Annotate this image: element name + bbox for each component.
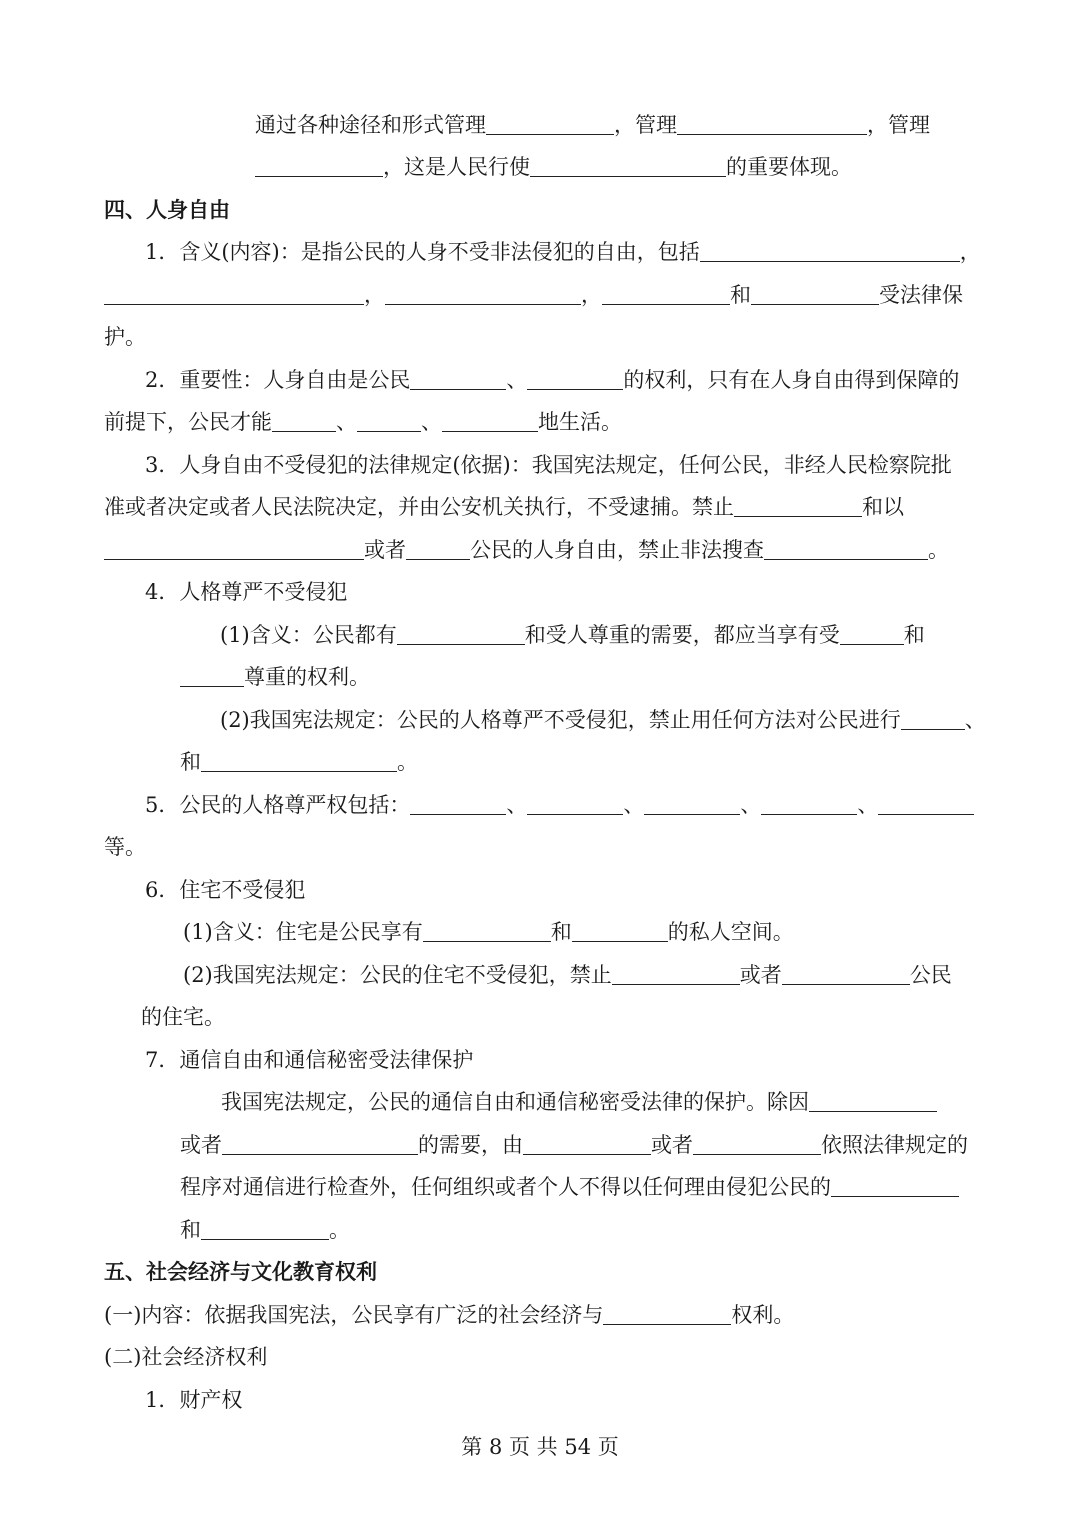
text-segment: 依照法律规定的	[821, 1133, 968, 1157]
text-segment: 和以	[862, 495, 904, 519]
text-segment: 1．含义(内容)：是指公民的人身不受非法侵犯的自由，包括	[145, 240, 700, 264]
text-segment: ，	[959, 240, 981, 264]
answer-blank[interactable]	[677, 112, 867, 135]
subsection-title: 1．财产权	[145, 1388, 243, 1412]
text-segment: 地生活。	[538, 410, 622, 434]
text-segment: ，	[364, 283, 385, 307]
answer-blank[interactable]	[734, 494, 862, 517]
text-line	[180, 1215, 350, 1245]
subsection-title: (二)社会经济权利	[104, 1345, 268, 1369]
text-segment: 的需要，由	[418, 1133, 523, 1157]
text-line	[220, 620, 925, 650]
answer-blank[interactable]	[700, 239, 960, 262]
answer-blank[interactable]	[255, 154, 383, 177]
answer-blank[interactable]	[423, 919, 551, 942]
subsection-title: 4．人格尊严不受侵犯	[145, 580, 348, 604]
text-line: 等。	[104, 835, 146, 859]
text-line	[180, 662, 370, 692]
answer-blank[interactable]	[782, 962, 910, 985]
answer-blank[interactable]	[397, 622, 525, 645]
text-segment: 、	[964, 708, 986, 732]
text-segment: 、	[336, 410, 357, 434]
answer-blank[interactable]	[406, 537, 470, 560]
text-segment: 或者	[651, 1133, 693, 1157]
text-segment: ，管理	[867, 113, 930, 137]
text-segment: 。	[329, 1218, 350, 1242]
text-segment: 、	[421, 410, 442, 434]
text-line	[255, 152, 852, 182]
text-segment: 通过各种途径和形式管理	[255, 113, 486, 137]
answer-blank[interactable]	[180, 664, 244, 687]
text-line	[104, 535, 949, 565]
text-segment: 。	[928, 538, 949, 562]
text-segment: 公民	[909, 963, 952, 987]
text-segment: 程序对通信进行检查外，任何组织或者个人不得以任何理由侵犯公民的	[180, 1175, 831, 1199]
text-segment: 、	[857, 793, 879, 817]
answer-blank[interactable]	[104, 537, 364, 560]
answer-blank[interactable]	[572, 919, 668, 942]
answer-blank[interactable]	[751, 282, 879, 305]
text-segment: 、	[623, 793, 645, 817]
text-segment: 的权利，只有在人身自由得到保障的	[623, 368, 960, 392]
text-segment: 和	[730, 283, 751, 307]
text-segment: (2)我国宪法规定：公民的住宅不受侵犯，禁止	[183, 963, 612, 987]
text-line	[180, 1130, 968, 1160]
answer-blank[interactable]	[527, 367, 623, 390]
text-segment: (一)内容：依据我国宪法，公民享有广泛的社会经济与	[104, 1303, 604, 1327]
text-line: 护。	[104, 325, 146, 349]
answer-blank[interactable]	[602, 282, 730, 305]
text-line: 的住宅。	[141, 1005, 225, 1029]
text-segment: 的私人空间。	[667, 920, 794, 944]
text-segment: 公民的人身自由，禁止非法搜查	[470, 538, 764, 562]
text-segment: 、	[740, 793, 762, 817]
answer-blank[interactable]	[693, 1132, 821, 1155]
text-segment: 准或者决定或者人民法院决定，并由公安机关执行，不受逮捕。禁止	[104, 495, 734, 519]
text-line	[104, 1300, 794, 1330]
answer-blank[interactable]	[764, 537, 928, 560]
answer-blank[interactable]	[527, 792, 623, 815]
answer-blank[interactable]	[603, 1302, 731, 1325]
text-segment: 和	[180, 750, 201, 774]
text-segment: (1)含义：公民都有	[220, 623, 397, 647]
text-segment: ，这是人民行使	[383, 155, 530, 179]
text-segment: 和	[903, 623, 925, 647]
answer-blank[interactable]	[104, 282, 364, 305]
answer-blank[interactable]	[840, 622, 904, 645]
text-segment: 、	[506, 368, 528, 392]
answer-blank[interactable]	[644, 792, 740, 815]
text-line	[221, 1087, 937, 1117]
text-segment: 、	[506, 793, 528, 817]
answer-blank[interactable]	[410, 367, 506, 390]
answer-blank[interactable]	[761, 792, 857, 815]
text-line	[220, 705, 986, 735]
text-segment: 前提下，公民才能	[104, 410, 272, 434]
text-line	[180, 747, 418, 777]
answer-blank[interactable]	[530, 154, 726, 177]
text-segment: 和	[550, 920, 572, 944]
text-segment: 受法律保	[879, 283, 963, 307]
answer-blank[interactable]	[201, 749, 397, 772]
answer-blank[interactable]	[878, 792, 974, 815]
page-number: 第 8 页 共 54 页	[461, 1435, 619, 1459]
text-segment: 和	[180, 1218, 201, 1242]
answer-blank[interactable]	[357, 409, 421, 432]
subsection-title: 6．住宅不受侵犯	[145, 878, 306, 902]
answer-blank[interactable]	[831, 1174, 959, 1197]
text-segment: 权利。	[731, 1303, 795, 1327]
text-segment: ，	[581, 283, 602, 307]
text-segment: (1)含义：住宅是公民享有	[183, 920, 423, 944]
text-line	[183, 917, 794, 947]
text-segment: 。	[397, 750, 418, 774]
answer-blank[interactable]	[385, 282, 581, 305]
text-segment: 尊重的权利。	[244, 665, 370, 689]
section-heading: 四、人身自由	[104, 197, 230, 222]
text-segment: 或者	[364, 538, 406, 562]
answer-blank[interactable]	[901, 707, 965, 730]
text-segment: 或者	[739, 963, 782, 987]
text-line	[104, 280, 963, 310]
answer-blank[interactable]	[410, 792, 506, 815]
text-segment: ，管理	[614, 113, 677, 137]
text-segment: 或者	[180, 1133, 222, 1157]
text-segment: 2．重要性：人身自由是公民	[145, 368, 411, 392]
text-line	[104, 407, 622, 437]
text-segment: 我国宪法规定，公民的通信自由和通信秘密受法律的保护。除因	[221, 1090, 809, 1114]
answer-blank[interactable]	[272, 409, 336, 432]
answer-blank[interactable]	[442, 409, 538, 432]
answer-blank[interactable]	[486, 112, 614, 135]
text-segment: 的重要体现。	[726, 155, 852, 179]
answer-blank[interactable]	[809, 1089, 937, 1112]
text-line	[183, 960, 952, 990]
text-line	[255, 110, 930, 140]
text-line	[145, 237, 981, 267]
text-line	[145, 790, 974, 820]
answer-blank[interactable]	[523, 1132, 651, 1155]
text-line	[104, 492, 904, 522]
text-segment: (2)我国宪法规定：公民的人格尊严不受侵犯，禁止用任何方法对公民进行	[220, 708, 901, 732]
text-segment: 和受人尊重的需要，都应当享有受	[524, 623, 840, 647]
text-line	[145, 365, 959, 395]
answer-blank[interactable]	[222, 1132, 418, 1155]
text-line: 3．人身自由不受侵犯的法律规定(依据)：我国宪法规定，任何公民，非经人民检察院批	[145, 453, 952, 477]
text-segment: 5．公民的人格尊严权包括：	[145, 793, 411, 817]
answer-blank[interactable]	[612, 962, 740, 985]
answer-blank[interactable]	[201, 1217, 329, 1240]
text-line	[180, 1172, 959, 1202]
section-heading: 五、社会经济与文化教育权利	[104, 1259, 377, 1284]
subsection-title: 7．通信自由和通信秘密受法律保护	[145, 1048, 474, 1072]
